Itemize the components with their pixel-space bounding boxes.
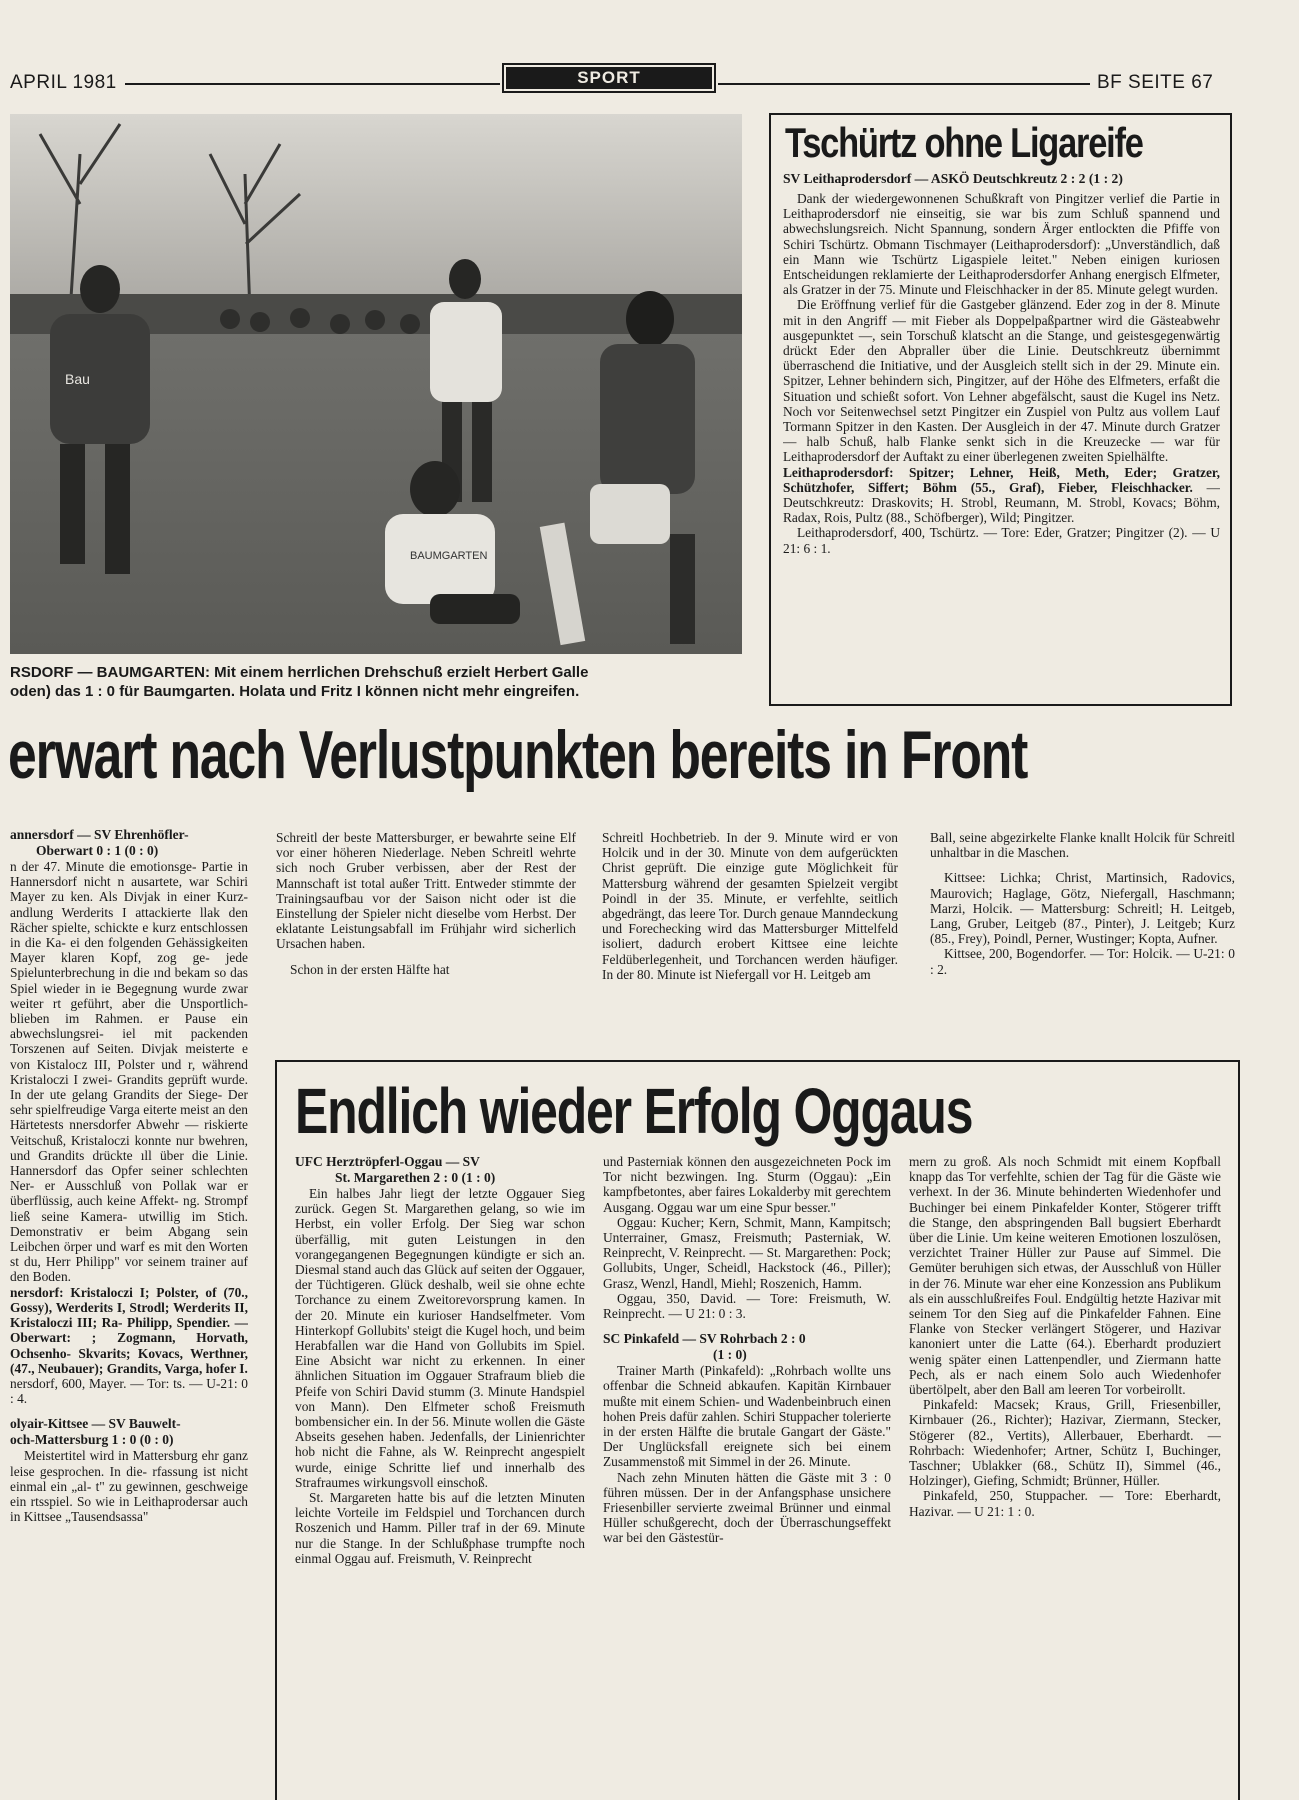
header-rule-left: [125, 83, 500, 85]
match-heading-line1: SC Pinkafeld — SV Rohrbach 2 : 0: [603, 1331, 806, 1347]
paragraph: Ball, seine abgezirkelte Flanke knallt Holcik für Schreitl unhaltbar in die Maschen.: [930, 830, 1235, 861]
match-photo: [10, 114, 742, 654]
lineup: Oggau: Kucher; Kern, Schmit, Mann, Kampitsch; Unterrainer, Gmasz, Freismuth; Pasterniak, W. Reinprecht, V. Reinprecht. — St. Margarethen: Pock; Gollubits, Unger, Scheidl, Hackstock (46., Piller); Grasz, Wenzl, Handl, Miehl; Roszenich, Hamm.: [603, 1214, 891, 1291]
paragraph: Trainer Marth (Pinkafeld): „Rohrbach wollte uns offenbar die Schneid abkaufen. Kapitän Kirnbauer mußte mit einem Schien- und Wadenbeinbruch einen hohen Preis dafür zahlen. Schiri Stuppacher tolerierte in der ersten Hälfte die brutale Gangart der Gäste." Der Unglücksfall ereignete sich bei einem Zusammenstoß mit Simmel in der 26. Minute.: [603, 1363, 891, 1470]
photo-caption-line1: RSDORF — BAUMGARTEN: Mit einem herrlichen Drehschuß erzielt Herbert Galle: [10, 664, 589, 681]
paragraph: Nach zehn Minuten hätten die Gäste mit 3 : 0 führen müssen. Der in der Anfangsphase unsichere Friesenbiller servierte zweimal Brünner und einmal Hüller schußgerecht, doch der Überraschungseffekt war bei den Gästestür-: [603, 1469, 891, 1546]
lineup: nersdorf: Kristaloczi I; Polster, of (70., Gossy), Werderits I, Strodl; Werderits II, Kristaloczi III; Ra- Philipp, Spendier. — Oberwart: ; Zogmann, Horvath, Ochsenho- Skvarits; Kovacs, Werthner, (47., Neubauer); Grandits, Varga, hofer I.: [10, 1284, 248, 1376]
section-banner: [502, 63, 716, 93]
paragraph: und Pasterniak können den ausgezeichneten Pock im Tor nicht bezwingen. Ing. Sturm (Oggau): „Ein kampfbetontes, aber faires Lokalderby mit gerechtem Ausgang. Oggau war um eine Spur besser.": [603, 1154, 891, 1215]
result-line: nersdorf, 600, Mayer. — Tor: ts. — U-21: 0 : 4.: [10, 1375, 248, 1407]
section-label: SPORT: [506, 67, 712, 89]
lineup-home: Leithaprodersdorf: Spitzer; Lehner, Heiß, Meth, Eder; Gratzer, Schützhofer, Siffert; Böhm (55., Graf), Fieber, Fleischhacker.: [783, 464, 1220, 495]
article-body: [783, 191, 1220, 701]
paragraph: Ein halbes Jahr liegt der letzte Oggauer Sieg zurück. Gegen St. Margarethen gelang, so wie im Herbst, ein voller Erfolg. Der Sieg war schon überfällig, mit guten Leistungen in den vorangegangenen Begegnungen kündigte er sich an. Diesmal stand auch das Glück auf seiten der Oggauer, der Tüchtigeren. Glück deshalb, weil sie ohne echte Torchance zu einem Zweitorevorsprung kamen. In der 20. Minute ein kurioser Handselfmeter. Vom Hinterkopf Gollubits' steigt die Kugel hoch, und beim Herabfallen war die Hand von Gollubits im Spiel. Eine Absicht war nicht zu erkennen. In einer ähnlichen Situation im Oggauer Strafraum blieb die Pfeife von Schiri David stumm (3. Minute Handspiel von Mann). Den Elfmeter schoß Freismuth bombensicher ein. In der 56. Minute wollen die Gäste Abseits gesehen haben. Jedenfalls, der Linienrichter hob nicht die Fahne, als W. Reinprecht angespielt wurde, einige Schritte lief und innerhalb des Strafraumes wirkungsvoll einschoß.: [295, 1186, 585, 1490]
photo-caption-line2: oden) das 1 : 0 für Baumgarten. Holata und Fritz I können nicht mehr eingreifen.: [10, 683, 580, 700]
svg-text:Bau: Bau: [65, 371, 90, 387]
column-3: [909, 1154, 1221, 1794]
lineup: Kittsee: Lichka; Christ, Martinsich, Radovics, Maurovich; Haglage, Götz, Niefergall, Haschmann; Marzi, Holcik. — Mattersburg: Schreitl; H. Leitgeb, Lang, Gruber, Leitgeb (87., Pinter), J. Leitgeb; Kurz (85., Frey), Poindl, Perner, Wustinger; Kopta, Aufner.: [930, 870, 1235, 947]
paragraph: Dank der wiedergewonnenen Schußkraft von Pingitzer verlief die Partie in Leithaprodersdorf nie einseitig, sie war bis zum Schluß spannend und abwechslungsreich. Nicht Spannung, sondern Ärger entlockten die Pfiffe von Schiri Tschürtz. Obmann Tischmayer (Leithaprodersdorf): „Unverständlich, daß ein Mann wie Tschürtz Ligaspiele leitet." Neben einigen kuriosen Entscheidungen reklamierte der Leithaprodersdorfer Anhang energisch Elfmeter, als Gratzer in der 75. Minute und Fleischhacker in der 85. Minute gelegt wurden.: [783, 191, 1220, 298]
match-heading-line1: UFC Herztröpferl-Oggau — SV: [295, 1154, 480, 1169]
column-4: [930, 830, 1235, 1055]
shirt-text: BAUMGARTEN: [410, 550, 488, 562]
paragraph: Schreitl der beste Mattersburger, er bewahrte seine Elf vor einer höheren Niederlage. Neben Schreitl wehrte sich noch Gruber verbissen, aber der Rest der Mannschaft ist total außer Tritt. Entweder stimmte der Trainingsaufbau vor der Saison nicht oder ist die Einstellung der Spieler nicht dieselbe vom Herbst. Der eklatante Leistungsabfall im Frühjahr wird sicherlich Ursachen haben.: [276, 830, 576, 952]
column-2: [276, 830, 576, 1050]
column-3: [602, 830, 898, 1055]
article-headline: Endlich wieder Erfolg Oggaus: [295, 1075, 973, 1147]
match-heading-line2: och-Mattersburg 1 : 0 (0 : 0): [10, 1432, 174, 1448]
paragraph: St. Margareten hatte bis auf die letzten Minuten leichte Vorteile im Feldspiel und Torchancen durch Roszenich und Hamm. Piller traf in der 69. Minute nur die Stange. In der Schlußphase trumpfte noch einmal Oggau auf. Freismuth, V. Reinprecht: [295, 1490, 585, 1566]
match-heading-line1: annersdorf — SV Ehrenhöfler-: [10, 827, 189, 842]
lineup: Pinkafeld: Macsek; Kraus, Grill, Friesenbiller, Kirnbauer (26., Richter); Hazivar, Ziermann, Stecker, Stögerer (82., Vertits), Allerbauer, Eberhardt. — Rohrbach: Wiedenhofer; Artner, Schütz I, Buchinger, Taschner; Ublakker (68., Schütz II), Simmel (46., Holzinger), Giefing, Schmidt; Brünner, Hüller.: [909, 1397, 1221, 1489]
match-heading-line1: olyair-Kittsee — SV Bauwelt-: [10, 1416, 181, 1432]
paragraph: n der 47. Minute die emotionsge- Partie in Hannersdorf nicht n ausartete, war Schiri Mayer zu ken. Als Divjak in einer Kurz- andlung Werderits I attackierte llak den Rächer spielte, schickte e kurz entschlossen in die Ka- ei den folgenden Gehässigkeiten Mayer klaren Kopf, zog ge- jede Spielunterbrechung in die ınd bekam so das Spiel wieder in ie Begegnung wurde zwar weiter rt geführt, aber die Unsportlich- blieben im Rahmen. er Pause ein abwechslungsrei- iel mit packenden Torszenen auf Seiten. Divjak meisterte e von Kistalocz III, Polster und r, während Kristaloczi I zwei- Grandits geprüft wurde. In der ute gelang Grandits der Siege- Der sehr spielfreudige Varga eiterte meist an den Härtetests nnersdorfer Abwehr — riskierte Veitschuß, Kristaloczi konnte nur bwehren, und Grandits drückte ıll über die Linie. Hannersdorf das Opfer seiner schlechten Ner- er Ausschluß von Pollak war er überflüssig, auch keine Affekt- ng. Strompf ließ seine Kamera- utwillig im Stich. Demonstrativ er beim Abgang sein Leibchen örper und warf es mit den Worten st du, Herr Philipp" vor seinem trainer auf den Boden.: [10, 859, 248, 1285]
header-rule-right: [718, 83, 1090, 85]
column-1: [295, 1154, 585, 1794]
paragraph: mern zu groß. Als noch Schmidt mit einem Kopfball knapp das Tor verfehlte, schien der Tag für die Gäste wie verhext. In der 36. Minute behinderten Wiedenhofer und Buchinger bei einem Pinkafelder Konter, Stögerer trifft die Stange, den abspringenden Ball bugsiert Eberhardt über die Linie. Um keine weiteren Emotionen loszulösen, verzichtet Trainer Hüller zur Pause auf Simmel. Die Gemüter beruhigen sich etwas, der Ausschluß von Hüller in der 76. Minute war eher eine Konzession ans Publikum als ein ausschlußreifes Foul. Endgültig hetzte Hazivar mit seinem Tor den Sieg auf die Pinkafelder Fahnen. Eine Flanke von Stecker verlängert Stögerer, und Hazivar kanoniert unter die Latte (64.). Eberhardt produziert wenig später einen Lattenpendler, und Ziermann hatte Pech, als er nach einem Solo auch Wiedenhofer übertölpelt, aber den Ball am leeren Tor vorbeirollt.: [909, 1154, 1221, 1398]
issue-date: APRIL 1981: [10, 72, 117, 93]
paragraph: Schon in der ersten Hälfte hat: [290, 961, 450, 977]
match-result-heading: SV Leithaprodersdorf — ASKÖ Deutschkreutz 2 : 2 (1 : 2): [783, 171, 1123, 186]
match-heading: [10, 827, 248, 859]
article-oggau: [275, 1060, 1240, 1800]
main-headline: erwart nach Verlustpunkten bereits in Front: [8, 717, 1028, 793]
result-line: Pinkafeld, 250, Stuppacher. — Tore: Eberhardt, Hazivar. — U 21: 1 : 0.: [909, 1488, 1221, 1519]
column-2: [603, 1154, 891, 1794]
paragraph: Die Eröffnung verlief für die Gastgeber glänzend. Eder zog in der 8. Minute mit in den Angriff — mit Fieber als Doppelpaßpartner wird die Gästeabwehr ausgepunktet —, sein Torschuß klatscht an die Stange, und geistesgegenwärtig drückt Eder den Abpraller über die Linie. Deutschkreutz übernimmt überraschend die Initiative, und der Ausgleich stellt sich in der 29. Minute ein. Spitzer, Lehner behindern sich, Pingitzer, auf der Höhe des Elfmeters, erfaßt die Situation und schießt sofort. Von Lehner abgefälscht, saust die Kugel ins Netz. Noch vor Seitenwechsel setzt Pingitzer ein Zuspiel von Pultz aus vollem Lauf Tormann Spitzer in den Kasten. Der Ausgleich in der 47. Minute durch Gratzer — halb Schuß, halb Flanke senkt sich in die Kreuzecke — war für Leithaprodersdorf der Auftakt zu einer überlegenen zweiten Spielhälfte.: [783, 297, 1220, 465]
match-heading-2: [10, 1416, 248, 1448]
match-heading: [295, 1154, 585, 1186]
match-heading-line2: (1 : 0): [713, 1347, 747, 1363]
match-heading-line2: Oberwart 0 : 1 (0 : 0): [36, 843, 159, 858]
result-line: Oggau, 350, David. — Tore: Freismuth, W. Reinprecht. — U 21: 0 : 3.: [603, 1290, 891, 1322]
lineup: [783, 465, 1220, 526]
article-headline: Tschürtz ohne Ligareife: [785, 119, 1143, 166]
page-number: BF SEITE 67: [1097, 72, 1214, 93]
match-heading-line2: St. Margarethen 2 : 0 (1 : 0): [335, 1170, 496, 1185]
article-tschuertz: [769, 113, 1232, 706]
lineup-away: — Deutschkreutz: Draskovits; H. Strobl, Reumann, M. Strobl, Kovacs; Böhm, Radax, Rois, Pultz (88., Schöfberger), Wild; Pingitzer.: [783, 479, 1220, 526]
result-line: Kittsee, 200, Bogendorfer. — Tor: Holcik. — U-21: 0 : 2.: [930, 946, 1235, 977]
photo-caption: [10, 663, 745, 701]
column-1: [10, 827, 248, 1800]
paragraph: Schreitl Hochbetrieb. In der 9. Minute wird er von Holcik und in der 30. Minute von dem aufgerückten Christ geprüft. Die einzige gute Möglichkeit für Mattersburg während der gesamten Spielzeit vergibt Poindl in der 35. Minute, er verfehlte, seitlich abgedrängt, das leere Tor. Durch genaue Manndeckung und Forechecking wird das Mattersburger Mittelfeld isoliert, dadurch erobert Kittsee eine leichte Feldüberlegenheit, und Torchancen werden häufiger. In der 80. Minute ist Niefergall vor H. Leitgeb am: [602, 830, 898, 982]
paragraph: Meistertitel wird in Mattersburg ehr ganz leise gesprochen. In die- rfassung ist nicht einmal ein „al- t" zu gewinnen, geschweige ein rtsspiel. So wie in Leithaprodersar auch in Kittsee „Tausendsassa": [10, 1448, 248, 1525]
match-heading: [603, 1331, 891, 1363]
result-line: Leithaprodersdorf, 400, Tschürtz. — Tore: Eder, Gratzer; Pingitzer (2). — U 21: 6 : 1.: [783, 525, 1220, 556]
photo-illustration: [10, 114, 742, 654]
